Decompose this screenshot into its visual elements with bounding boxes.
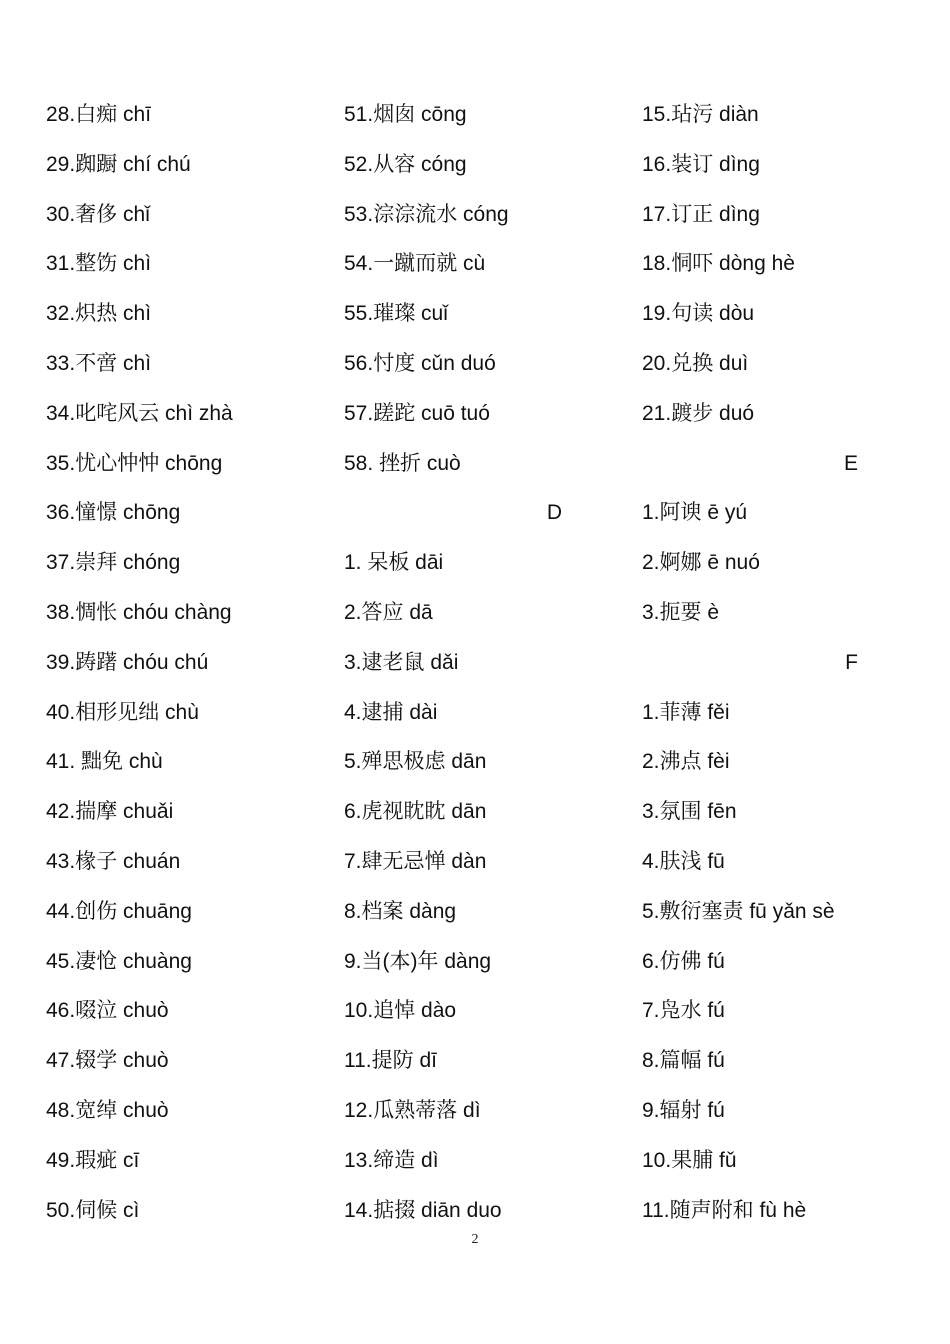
word-entry: 48.宽绰 chuò bbox=[46, 1098, 169, 1122]
word-entry: 15.玷污 diàn bbox=[642, 103, 759, 126]
word-entry: 3.扼要 è bbox=[642, 600, 720, 624]
word-entry: 1. 呆板 dāi bbox=[344, 551, 444, 575]
word-entry: 6.仿佛 fú bbox=[642, 949, 725, 973]
word-entry: 14.掂掇 diān duo bbox=[344, 1198, 502, 1222]
word-entry: 1.菲薄 fěi bbox=[642, 700, 730, 724]
word-entry: 5.敷衍塞责 fū yǎn sè bbox=[642, 899, 835, 923]
word-entry: 32.炽热 chì bbox=[46, 302, 152, 326]
word-entry: 2.沸点 fèi bbox=[642, 750, 730, 774]
word-entry: 8.篇幅 fú bbox=[642, 1049, 725, 1073]
word-entry: 54.一蹴而就 cù bbox=[344, 252, 486, 276]
word-entry: 49.瑕疵 cī bbox=[46, 1148, 140, 1172]
word-entry: 9.当(本)年 dàng bbox=[344, 949, 492, 973]
word-entry: 33.不啻 chì bbox=[46, 351, 152, 375]
word-entry: 3.逮老鼠 dǎi bbox=[344, 650, 459, 674]
word-entry: 20.兑换 duì bbox=[642, 351, 749, 375]
word-entry: 50.伺候 cì bbox=[46, 1198, 140, 1222]
word-entry: 18.恫吓 dòng hè bbox=[642, 252, 795, 276]
word-entry: 12.瓜熟蒂落 dì bbox=[344, 1098, 481, 1122]
word-entry: 36.憧憬 chōng bbox=[46, 501, 181, 525]
word-entry: 16.装订 dìng bbox=[642, 152, 760, 176]
word-entry: 13.缔造 dì bbox=[344, 1148, 439, 1172]
word-entry: 45.凄怆 chuàng bbox=[46, 949, 192, 973]
word-entry: 35.忧心忡忡 chōng bbox=[46, 451, 223, 475]
word-entry: 7.肆无忌惮 dàn bbox=[344, 849, 487, 873]
word-entry: 10.果脯 fǔ bbox=[642, 1148, 737, 1172]
word-entry: 41. 黜免 chù bbox=[46, 750, 163, 774]
word-entry: 2.婀娜 ē nuó bbox=[642, 551, 760, 575]
word-entry: 55.璀璨 cuǐ bbox=[344, 302, 448, 326]
word-entry: 51.烟囱 cōng bbox=[344, 103, 467, 126]
section-letter: E bbox=[843, 451, 858, 475]
word-entry: 9.辐射 fú bbox=[642, 1098, 725, 1122]
word-entry: 52.从容 cóng bbox=[344, 152, 467, 176]
word-entry: 30.奢侈 chǐ bbox=[46, 202, 150, 226]
word-entry: 47.辍学 chuò bbox=[46, 1049, 169, 1073]
word-entry: 42.揣摩 chuǎi bbox=[46, 800, 174, 824]
word-entry: 57.蹉跎 cuō tuó bbox=[344, 401, 490, 425]
word-entry: 3.氛围 fēn bbox=[642, 800, 737, 824]
word-entry: 4.肤浅 fū bbox=[642, 849, 725, 873]
section-letter: D bbox=[546, 501, 562, 525]
word-entry: 2.答应 dā bbox=[344, 600, 433, 624]
word-entry: 58. 挫折 cuò bbox=[344, 451, 461, 475]
section-letter: F bbox=[845, 650, 858, 674]
word-entry: 38.惆怅 chóu chàng bbox=[46, 600, 232, 624]
word-entry: 46.啜泣 chuò bbox=[46, 999, 169, 1023]
word-entry: 28.白痴 chī bbox=[46, 103, 152, 126]
word-entry: 5.殚思极虑 dān bbox=[344, 750, 487, 774]
column-2 bbox=[344, 90, 562, 1235]
word-entry: 37.崇拜 chóng bbox=[46, 551, 181, 575]
word-entry: 29.踟蹰 chí chú bbox=[46, 152, 191, 176]
word-entry: 11.提防 dī bbox=[344, 1049, 437, 1073]
word-entry: 40.相形见绌 chù bbox=[46, 700, 199, 724]
page-number: 2 bbox=[471, 1232, 479, 1247]
column-3 bbox=[642, 90, 858, 1235]
word-entry: 39.踌躇 chóu chú bbox=[46, 650, 209, 674]
word-entry: 11.随声附和 fù hè bbox=[642, 1198, 807, 1222]
word-entry: 4.逮捕 dài bbox=[344, 700, 438, 724]
word-entry: 56.忖度 cǔn duó bbox=[344, 351, 496, 375]
column-1 bbox=[46, 90, 336, 1235]
word-entry: 6.虎视眈眈 dān bbox=[344, 800, 487, 824]
word-entry: 21.踱步 duó bbox=[642, 401, 755, 425]
word-entry: 53.淙淙流水 cóng bbox=[344, 202, 509, 226]
word-entry: 1.阿谀 ē yú bbox=[642, 501, 748, 525]
word-entry: 43.椽子 chuán bbox=[46, 849, 181, 873]
word-entry: 34.叱咤风云 chì zhà bbox=[46, 401, 233, 425]
word-entry: 31.整饬 chì bbox=[46, 252, 152, 276]
word-entry: 8.档案 dàng bbox=[344, 899, 457, 923]
word-entry: 44.创伤 chuāng bbox=[46, 899, 192, 923]
word-entry: 10.追悼 dào bbox=[344, 999, 457, 1023]
word-entry: 7.凫水 fú bbox=[642, 999, 725, 1023]
word-entry: 19.句读 dòu bbox=[642, 302, 755, 326]
word-entry: 17.订正 dìng bbox=[642, 202, 760, 226]
